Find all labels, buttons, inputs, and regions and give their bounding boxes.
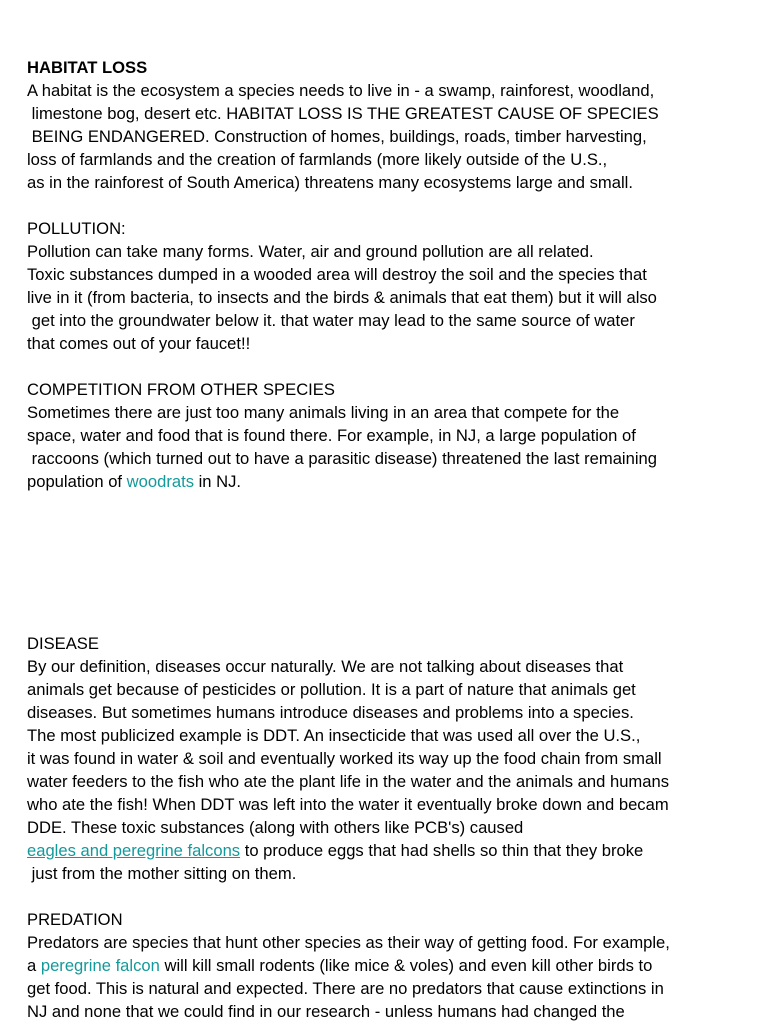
predation-line: Predators are species that hunt other species as their way of getting food. For example, [27, 933, 670, 952]
competition-line: space, water and food that is found there. For example, in NJ, a large population of [27, 426, 636, 445]
peregrine-falcon-link[interactable]: peregrine falcon [40, 956, 160, 975]
habitat-line: as in the rainforest of South America) threatens many ecosystems large and small. [27, 173, 633, 192]
competition-text: in NJ. [194, 472, 242, 491]
habitat-loss-heading: HABITAT LOSS [27, 58, 148, 77]
predation-line [27, 954, 652, 977]
predation-line: NJ and none that we could find in our research - unless humans had changed the [27, 1002, 625, 1021]
competition-text: population of [27, 472, 127, 491]
disease-line: water feeders to the fish who ate the plant life in the water and the animals and humans [27, 772, 670, 791]
disease-line [27, 839, 643, 862]
pollution-line: that comes out of your faucet!! [27, 334, 251, 353]
pollution-line: live in it (from bacteria, to insects and the birds & animals that eat them) but it will also [27, 288, 657, 307]
competition-line: raccoons (which turned out to have a parasitic disease) threatened the last remaining [27, 449, 657, 468]
habitat-line: limestone bog, desert etc. HABITAT LOSS IS THE GREATEST CAUSE OF SPECIES [27, 104, 659, 123]
disease-line: By our definition, diseases occur naturally. We are not talking about diseases that [27, 657, 624, 676]
disease-heading: DISEASE [27, 634, 99, 653]
predation-heading: PREDATION [27, 910, 123, 929]
habitat-line: loss of farmlands and the creation of farmlands (more likely outside of the U.S., [27, 150, 608, 169]
pollution-line: get into the groundwater below it. that water may lead to the same source of water [27, 311, 635, 330]
predation-text: will kill small rodents (like mice & voles) and even kill other birds to [159, 956, 653, 975]
disease-line: diseases. But sometimes humans introduce diseases and problems into a species. [27, 703, 634, 722]
disease-line: DDE. These toxic substances (along with others like PCB's) caused [27, 818, 524, 837]
pollution-line: Pollution can take many forms. Water, air and ground pollution are all related. [27, 242, 594, 261]
disease-line: who ate the fish! When DDT was left into the water it eventually broke down and becam [27, 795, 669, 814]
woodrats-link[interactable]: woodrats [126, 472, 194, 491]
competition-line: Sometimes there are just too many animals living in an area that compete for the [27, 403, 620, 422]
disease-line: animals get because of pesticides or pollution. It is a part of nature that animals get [27, 680, 636, 699]
eagles-falcons-link[interactable]: eagles and peregrine falcons [27, 841, 241, 860]
predation-text: a [27, 956, 41, 975]
competition-heading: COMPETITION FROM OTHER SPECIES [27, 380, 335, 399]
pollution-line: Toxic substances dumped in a wooded area will destroy the soil and the species that [27, 265, 647, 284]
disease-line: it was found in water & soil and eventually worked its way up the food chain from small [27, 749, 662, 768]
disease-text: to produce eggs that had shells so thin that they broke [240, 841, 644, 860]
pollution-heading: POLLUTION: [27, 219, 126, 238]
predation-line: get food. This is natural and expected. There are no predators that cause extinctions in [27, 979, 664, 998]
competition-line [27, 470, 241, 493]
disease-line: just from the mother sitting on them. [27, 864, 297, 883]
disease-line: The most publicized example is DDT. An insecticide that was used all over the U.S., [27, 726, 641, 745]
habitat-line: BEING ENDANGERED. Construction of homes, buildings, roads, timber harvesting, [27, 127, 647, 146]
habitat-line: A habitat is the ecosystem a species needs to live in - a swamp, rainforest, woodland, [27, 81, 655, 100]
